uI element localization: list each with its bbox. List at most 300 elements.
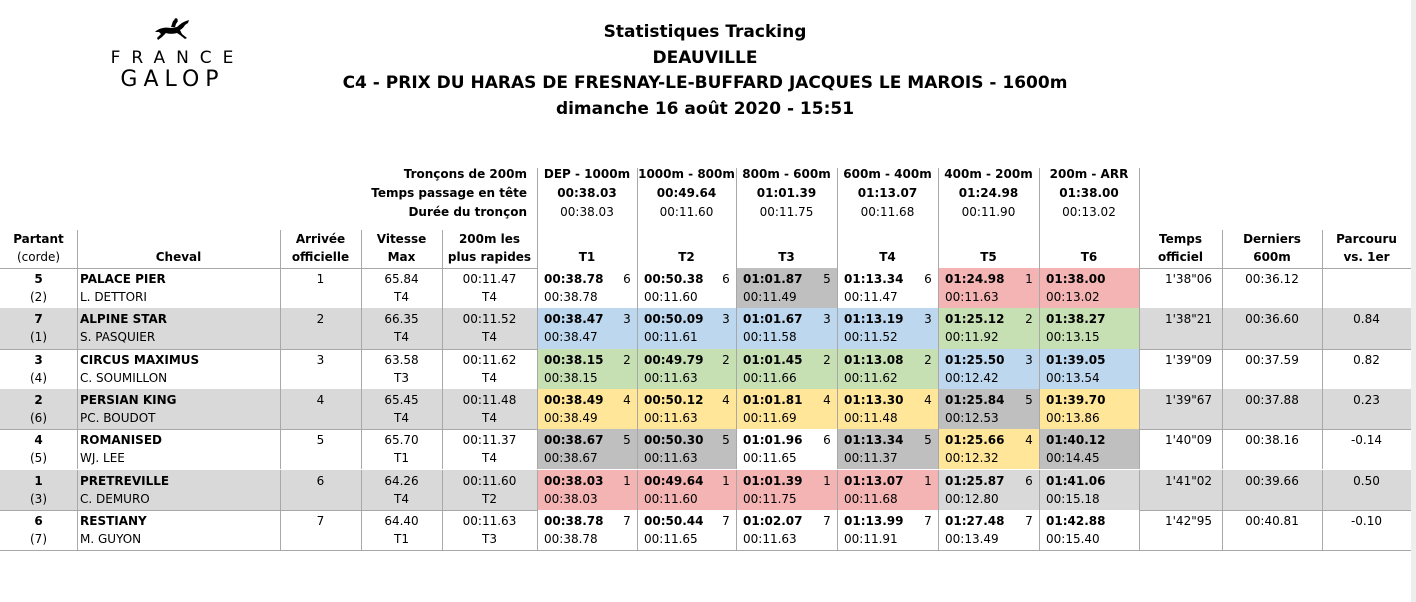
row-separator xyxy=(736,308,737,348)
segment-lead-time: 01:38.00 xyxy=(1059,186,1119,200)
segment-cumulative: 00:49.79 xyxy=(644,352,704,367)
fastest-segment: T4 xyxy=(482,290,497,304)
fastest-segment: T2 xyxy=(482,491,497,506)
segment-rank: 1 xyxy=(924,473,932,488)
row-separator xyxy=(77,349,78,389)
row-separator xyxy=(736,429,737,469)
row-separator xyxy=(77,308,78,348)
arrivee-officielle: 5 xyxy=(316,433,325,448)
fastest-segment: T4 xyxy=(482,451,497,466)
segment-cumulative: 01:39.05 xyxy=(1046,352,1106,367)
header-separator xyxy=(77,230,78,268)
segment-name: 200m - ARR xyxy=(1049,167,1129,181)
row-separator xyxy=(1039,470,1040,510)
segment-split: 00:11.75 xyxy=(743,491,797,506)
header-separator xyxy=(361,230,362,268)
segment-split: 00:11.60 xyxy=(644,491,698,506)
segment-cumulative: 00:38.03 xyxy=(544,473,604,488)
segment-split: 00:12.42 xyxy=(945,370,999,385)
segment-t-label: T4 xyxy=(879,250,896,264)
segment-split: 00:12.80 xyxy=(945,491,999,506)
row-separator xyxy=(938,429,939,469)
segment-split: 00:11.65 xyxy=(644,531,698,546)
segment-cumulative: 01:40.12 xyxy=(1046,433,1106,448)
row-separator xyxy=(1139,349,1140,389)
segment-rank: 7 xyxy=(924,513,932,528)
segment-split: 00:11.63 xyxy=(945,290,999,304)
segment-rank: 4 xyxy=(1025,433,1033,448)
fastest-200m: 00:11.47 xyxy=(462,272,517,286)
segment-cumulative: 01:13.34 xyxy=(844,433,904,448)
row-separator xyxy=(837,429,838,469)
segment-split: 00:11.92 xyxy=(945,330,999,345)
arrivee-officielle: 1 xyxy=(316,272,325,286)
segment-split: 00:11.61 xyxy=(644,330,698,345)
segment-name: 800m - 600m xyxy=(742,167,831,181)
vitesse-max: 64.26 xyxy=(384,473,419,488)
segment-split: 00:14.45 xyxy=(1046,451,1100,466)
segment-split: 00:38.78 xyxy=(544,290,598,304)
segment-cumulative: 00:50.30 xyxy=(644,433,704,448)
row-separator xyxy=(837,510,838,550)
segment-cumulative: 01:25.84 xyxy=(945,392,1005,407)
segment-name: 1000m - 800m xyxy=(638,167,735,181)
segment-cumulative: 00:38.15 xyxy=(544,352,604,367)
row-separator xyxy=(837,268,838,308)
row-separator xyxy=(1139,308,1140,348)
fastest-200m: 00:11.60 xyxy=(462,473,517,488)
segment-rank: 3 xyxy=(823,312,831,327)
segment-cumulative: 01:01.39 xyxy=(743,473,803,488)
jockey-name: C. DEMURO xyxy=(80,491,150,506)
derniers-600m: 00:40.81 xyxy=(1245,513,1299,528)
segment-lead-time: 01:01.39 xyxy=(756,186,817,200)
segment-name: 600m - 400m xyxy=(843,167,932,181)
temps-officiel: 1'39"09 xyxy=(1165,352,1212,367)
segment-cumulative: 01:25.66 xyxy=(945,433,1005,448)
row-separator xyxy=(1139,268,1140,308)
segment-rank: 6 xyxy=(823,433,831,448)
header-separator xyxy=(1139,168,1140,268)
segment-split: 00:11.68 xyxy=(844,491,898,506)
segment-duration: 00:11.75 xyxy=(759,205,814,219)
segment-cumulative: 00:38.49 xyxy=(544,392,604,407)
header-parcouru-l1: Parcouru xyxy=(1336,232,1397,246)
row-separator xyxy=(837,349,838,389)
header-partant-l1: Partant xyxy=(13,232,64,246)
logo-line1: FRANCE xyxy=(110,48,245,68)
fastest-segment: T3 xyxy=(482,531,497,546)
row-separator xyxy=(77,389,78,429)
row-separator xyxy=(1322,268,1323,308)
fastest-200m: 00:11.52 xyxy=(462,312,517,327)
segment-rank: 6 xyxy=(722,272,730,286)
segment-split: 00:11.63 xyxy=(743,531,797,546)
row-separator xyxy=(938,470,939,510)
partant-corde: (2) xyxy=(30,290,47,304)
segment-lead-time: 00:38.03 xyxy=(557,186,617,200)
partant-corde: (5) xyxy=(30,451,47,466)
segment-cumulative: 00:50.12 xyxy=(644,392,704,407)
row-separator xyxy=(77,510,78,550)
segment-t-label: T6 xyxy=(1080,250,1098,264)
segment-cumulative: 00:38.78 xyxy=(544,272,604,286)
segment-cumulative: 00:50.44 xyxy=(644,513,704,528)
header-derniers-l2: 600m xyxy=(1253,250,1291,264)
row-separator xyxy=(637,268,638,308)
segment-duration: 00:11.90 xyxy=(961,205,1016,219)
segment-cumulative: 00:38.78 xyxy=(544,513,604,528)
segment-cumulative: 01:13.99 xyxy=(844,513,904,528)
vitesse-segment: T1 xyxy=(394,451,409,466)
segment-split: 00:11.69 xyxy=(743,410,797,425)
row-separator xyxy=(1039,510,1040,550)
temps-officiel: 1'39"67 xyxy=(1165,392,1212,407)
vitesse-max: 64.40 xyxy=(384,513,419,528)
segment-split: 00:11.52 xyxy=(844,330,898,345)
segment-split: 00:13.86 xyxy=(1046,410,1100,425)
segment-cumulative: 00:49.64 xyxy=(644,473,704,488)
horse-name: RESTIANY xyxy=(80,513,147,528)
partant-number: 2 xyxy=(34,392,43,407)
derniers-600m: 00:36.60 xyxy=(1245,312,1299,327)
segment-cumulative: 01:13.08 xyxy=(844,352,904,367)
jockey-name: S. PASQUIER xyxy=(80,330,156,345)
header-separator xyxy=(442,230,443,268)
row-separator xyxy=(938,389,939,429)
segment-lead-time: 01:24.98 xyxy=(958,186,1019,200)
row-separator xyxy=(736,470,737,510)
horse-name: PERSIAN KING xyxy=(80,392,177,407)
segment-t-label: T2 xyxy=(678,250,695,264)
vitesse-max: 65.70 xyxy=(384,433,419,448)
horse-name: ALPINE STAR xyxy=(80,312,168,327)
segment-t-label: T1 xyxy=(578,250,596,264)
parcouru-vs-1er: -0.14 xyxy=(1350,433,1383,448)
segment-split: 00:13.49 xyxy=(945,531,999,546)
segment-name: DEP - 1000m xyxy=(543,167,631,181)
segment-duration: 00:11.60 xyxy=(659,205,714,219)
row-separator xyxy=(637,429,638,469)
segment-cumulative: 00:50.09 xyxy=(644,312,704,327)
segment-rank: 4 xyxy=(623,392,631,407)
derniers-600m: 00:36.12 xyxy=(1245,272,1299,286)
horse-name: CIRCUS MAXIMUS xyxy=(80,352,200,367)
title-line1: Statistiques Tracking xyxy=(603,22,807,42)
header-rowlabel-0: Tronçons de 200m xyxy=(403,167,527,181)
horse-jockey-icon xyxy=(151,18,195,44)
row-separator xyxy=(736,510,737,550)
parcouru-vs-1er: -0.10 xyxy=(1350,513,1383,528)
segment-rank: 3 xyxy=(924,312,932,327)
jockey-name: M. GUYON xyxy=(80,531,142,546)
row-separator xyxy=(837,389,838,429)
row-separator xyxy=(938,308,939,348)
segment-split: 00:11.66 xyxy=(743,370,797,385)
row-separator xyxy=(537,510,538,550)
fastest-200m: 00:11.62 xyxy=(462,352,517,367)
header-separator xyxy=(1222,230,1223,268)
segment-duration: 00:38.03 xyxy=(560,205,614,219)
derniers-600m: 00:39.66 xyxy=(1245,473,1299,488)
segment-split: 00:11.62 xyxy=(844,370,898,385)
row-separator xyxy=(537,268,538,308)
segment-split: 00:38.47 xyxy=(544,330,598,345)
row-separator xyxy=(1139,389,1140,429)
segment-rank: 7 xyxy=(1025,513,1033,528)
derniers-600m: 00:37.59 xyxy=(1245,352,1299,367)
title-line4: dimanche 16 août 2020 - 15:51 xyxy=(555,98,855,119)
segment-rank: 6 xyxy=(1025,473,1033,488)
row-separator xyxy=(1139,429,1140,469)
vitesse-segment: T4 xyxy=(394,491,409,506)
segment-cumulative: 01:25.12 xyxy=(945,312,1005,327)
partant-corde: (3) xyxy=(30,491,47,506)
segment-split: 00:15.18 xyxy=(1046,491,1100,506)
segment-lead-time: 01:13.07 xyxy=(857,186,918,200)
row-separator xyxy=(637,349,638,389)
segment-cumulative: 01:01.45 xyxy=(743,352,803,367)
segment-rank: 5 xyxy=(623,433,631,448)
fastest-segment: T4 xyxy=(482,330,497,345)
vitesse-segment: T1 xyxy=(394,531,409,546)
partant-corde: (4) xyxy=(30,370,47,385)
header-separator xyxy=(1322,230,1323,268)
segment-cumulative: 01:25.50 xyxy=(945,352,1005,367)
segment-name: 400m - 200m xyxy=(944,167,1033,181)
segment-cumulative: 01:02.07 xyxy=(743,513,803,528)
segment-rank: 4 xyxy=(924,392,932,407)
temps-officiel: 1'40"09 xyxy=(1165,433,1212,448)
vitesse-segment: T3 xyxy=(394,370,409,385)
jockey-name: PC. BOUDOT xyxy=(80,410,156,425)
segment-split: 00:11.63 xyxy=(644,451,698,466)
parcouru-vs-1er: 0.50 xyxy=(1353,473,1380,488)
segment-rank: 2 xyxy=(1025,312,1033,327)
row-separator xyxy=(637,389,638,429)
segment-rank: 6 xyxy=(924,272,932,286)
header-vitesse-l1: Vitesse xyxy=(376,232,427,246)
jockey-name: WJ. LEE xyxy=(80,451,125,466)
segment-cumulative: 01:13.07 xyxy=(844,473,904,488)
segment-rank: 1 xyxy=(722,473,730,488)
partant-number: 4 xyxy=(34,433,43,448)
segment-split: 00:13.02 xyxy=(1046,290,1100,304)
segment-rank: 5 xyxy=(823,272,831,286)
segment-rank: 4 xyxy=(722,392,730,407)
partant-number: 3 xyxy=(34,352,43,367)
derniers-600m: 00:37.88 xyxy=(1245,392,1299,407)
partant-number: 1 xyxy=(34,473,43,488)
segment-cumulative: 01:01.87 xyxy=(743,272,803,286)
vitesse-max: 63.58 xyxy=(384,352,419,367)
header-vitesse-l2: Max xyxy=(387,250,416,264)
segment-cumulative: 01:39.70 xyxy=(1046,392,1106,407)
segment-split: 00:15.40 xyxy=(1046,531,1100,546)
row-separator xyxy=(637,308,638,348)
header-temps-l2: officiel xyxy=(1157,250,1204,264)
row-separator xyxy=(537,389,538,429)
partant-corde: (6) xyxy=(30,410,47,425)
title-line3: C4 - PRIX DU HARAS DE FRESNAY-LE-BUFFARD JACQUES LE MAROIS - 1600m xyxy=(342,73,1068,93)
header-separator xyxy=(736,168,737,268)
row-separator xyxy=(537,308,538,348)
segment-cumulative: 01:24.98 xyxy=(945,272,1005,286)
arrivee-officielle: 3 xyxy=(316,352,325,367)
segment-cumulative: 01:38.00 xyxy=(1046,272,1106,286)
segment-split: 00:11.48 xyxy=(844,410,898,425)
jockey-name: C. SOUMILLON xyxy=(80,370,168,385)
title-line2: DEAUVILLE xyxy=(652,47,758,68)
segment-rank: 5 xyxy=(1025,392,1033,407)
row-separator xyxy=(938,268,939,308)
france-galop-logo xyxy=(95,18,250,92)
segment-cumulative: 01:01.67 xyxy=(743,312,803,327)
temps-officiel: 1'38"21 xyxy=(1165,312,1212,327)
segment-lead-time: 00:49.64 xyxy=(656,186,717,200)
temps-officiel: 1'41"02 xyxy=(1165,473,1212,488)
row-separator xyxy=(736,268,737,308)
segment-split: 00:12.53 xyxy=(945,410,999,425)
segment-rank: 4 xyxy=(823,392,831,407)
arrivee-officielle: 2 xyxy=(316,312,325,327)
report-title xyxy=(270,20,1140,122)
segment-split: 00:38.15 xyxy=(544,370,598,385)
header-rapides-l1: 200m les xyxy=(458,232,521,246)
row-separator xyxy=(837,308,838,348)
temps-officiel: 1'42"95 xyxy=(1165,513,1212,528)
segment-rank: 6 xyxy=(623,272,631,286)
horse-name: PALACE PIER xyxy=(80,272,166,286)
segment-cumulative: 01:27.48 xyxy=(945,513,1005,528)
segment-rank: 5 xyxy=(924,433,932,448)
vitesse-segment: T4 xyxy=(394,330,409,345)
parcouru-vs-1er: 0.82 xyxy=(1353,352,1380,367)
segment-rank: 3 xyxy=(722,312,730,327)
segment-rank: 1 xyxy=(1025,272,1033,286)
segment-rank: 1 xyxy=(623,473,631,488)
row-separator xyxy=(1139,510,1140,550)
header-derniers-l1: Derniers xyxy=(1243,232,1301,246)
segment-t-label: T3 xyxy=(778,250,795,264)
segment-split: 00:38.49 xyxy=(544,410,598,425)
page-edge xyxy=(1411,0,1416,602)
temps-officiel: 1'38"06 xyxy=(1165,272,1212,286)
horse-name: ROMANISED xyxy=(80,433,162,448)
header-partant-l2: (corde) xyxy=(16,250,61,264)
row-separator xyxy=(1039,349,1040,389)
segment-cumulative: 00:50.38 xyxy=(644,272,704,286)
header-arrivee-l1: Arrivée xyxy=(295,232,346,246)
segment-rank: 1 xyxy=(823,473,831,488)
segment-rank: 7 xyxy=(722,513,730,528)
header-separator xyxy=(637,168,638,268)
row-separator xyxy=(637,510,638,550)
segment-split: 00:38.67 xyxy=(544,451,598,466)
row-separator xyxy=(1039,268,1040,308)
header-separator xyxy=(280,230,281,268)
segment-split: 00:11.47 xyxy=(844,290,898,304)
vitesse-max: 65.45 xyxy=(384,392,419,407)
row-line xyxy=(0,550,1411,551)
segment-duration: 00:11.68 xyxy=(860,205,915,219)
arrivee-officielle: 6 xyxy=(316,473,325,488)
segment-cumulative: 01:13.30 xyxy=(844,392,904,407)
segment-cumulative: 00:38.67 xyxy=(544,433,604,448)
header-cheval: Cheval xyxy=(155,250,202,264)
arrivee-officielle: 7 xyxy=(316,513,325,528)
segment-rank: 2 xyxy=(924,352,932,367)
segment-cumulative: 01:01.96 xyxy=(743,433,803,448)
segment-split: 00:11.63 xyxy=(644,410,698,425)
jockey-name: L. DETTORI xyxy=(80,290,147,304)
segment-split: 00:11.63 xyxy=(644,370,698,385)
row-separator xyxy=(938,510,939,550)
segment-split: 00:11.60 xyxy=(644,290,698,304)
row-separator xyxy=(736,389,737,429)
segment-split: 00:12.32 xyxy=(945,451,999,466)
segment-cumulative: 01:01.81 xyxy=(743,392,803,407)
segment-split: 00:11.65 xyxy=(743,451,797,466)
header-rowlabel-2: Durée du tronçon xyxy=(408,205,527,219)
segment-split: 00:38.03 xyxy=(544,491,598,506)
logo-line2: GALOP xyxy=(120,67,225,92)
segment-cumulative: 01:41.06 xyxy=(1046,473,1106,488)
segment-split: 00:13.54 xyxy=(1046,370,1100,385)
row-separator xyxy=(77,429,78,469)
partant-number: 7 xyxy=(34,312,43,327)
segment-rank: 7 xyxy=(623,513,631,528)
segment-t-label: T5 xyxy=(980,250,997,264)
row-separator xyxy=(537,349,538,389)
vitesse-max: 65.84 xyxy=(384,272,419,286)
row-separator xyxy=(837,470,838,510)
segment-rank: 2 xyxy=(722,352,730,367)
fastest-200m: 00:11.63 xyxy=(462,513,517,528)
row-separator xyxy=(637,470,638,510)
segment-cumulative: 01:38.27 xyxy=(1046,312,1106,327)
partant-number: 6 xyxy=(34,513,43,528)
segment-split: 00:11.49 xyxy=(743,290,797,304)
header-separator xyxy=(1039,168,1040,268)
fastest-200m: 00:11.37 xyxy=(462,433,517,448)
derniers-600m: 00:38.16 xyxy=(1245,433,1299,448)
segment-split: 00:13.15 xyxy=(1046,330,1100,345)
partant-number: 5 xyxy=(34,272,43,286)
header-rapides-l2: plus rapides xyxy=(447,250,532,264)
horse-name: PRETREVILLE xyxy=(80,473,170,488)
row-separator xyxy=(77,268,78,308)
segment-cumulative: 01:13.19 xyxy=(844,312,904,327)
segment-rank: 2 xyxy=(623,352,631,367)
parcouru-vs-1er: 0.84 xyxy=(1353,312,1380,327)
segment-cumulative: 01:42.88 xyxy=(1046,513,1106,528)
header-temps-l1: Temps xyxy=(1159,232,1202,246)
fastest-segment: T4 xyxy=(482,410,497,425)
vitesse-segment: T4 xyxy=(394,290,409,304)
arrivee-officielle: 4 xyxy=(316,392,325,407)
row-separator xyxy=(77,470,78,510)
parcouru-vs-1er: 0.23 xyxy=(1353,392,1380,407)
vitesse-max: 66.35 xyxy=(384,312,419,327)
segment-rank: 5 xyxy=(722,433,730,448)
segment-split: 00:11.37 xyxy=(844,451,898,466)
row-separator xyxy=(938,349,939,389)
header-rowlabel-1: Temps passage en tête xyxy=(371,186,527,200)
fastest-200m: 00:11.48 xyxy=(462,392,517,407)
row-separator xyxy=(1139,470,1140,510)
header-separator xyxy=(837,168,838,268)
